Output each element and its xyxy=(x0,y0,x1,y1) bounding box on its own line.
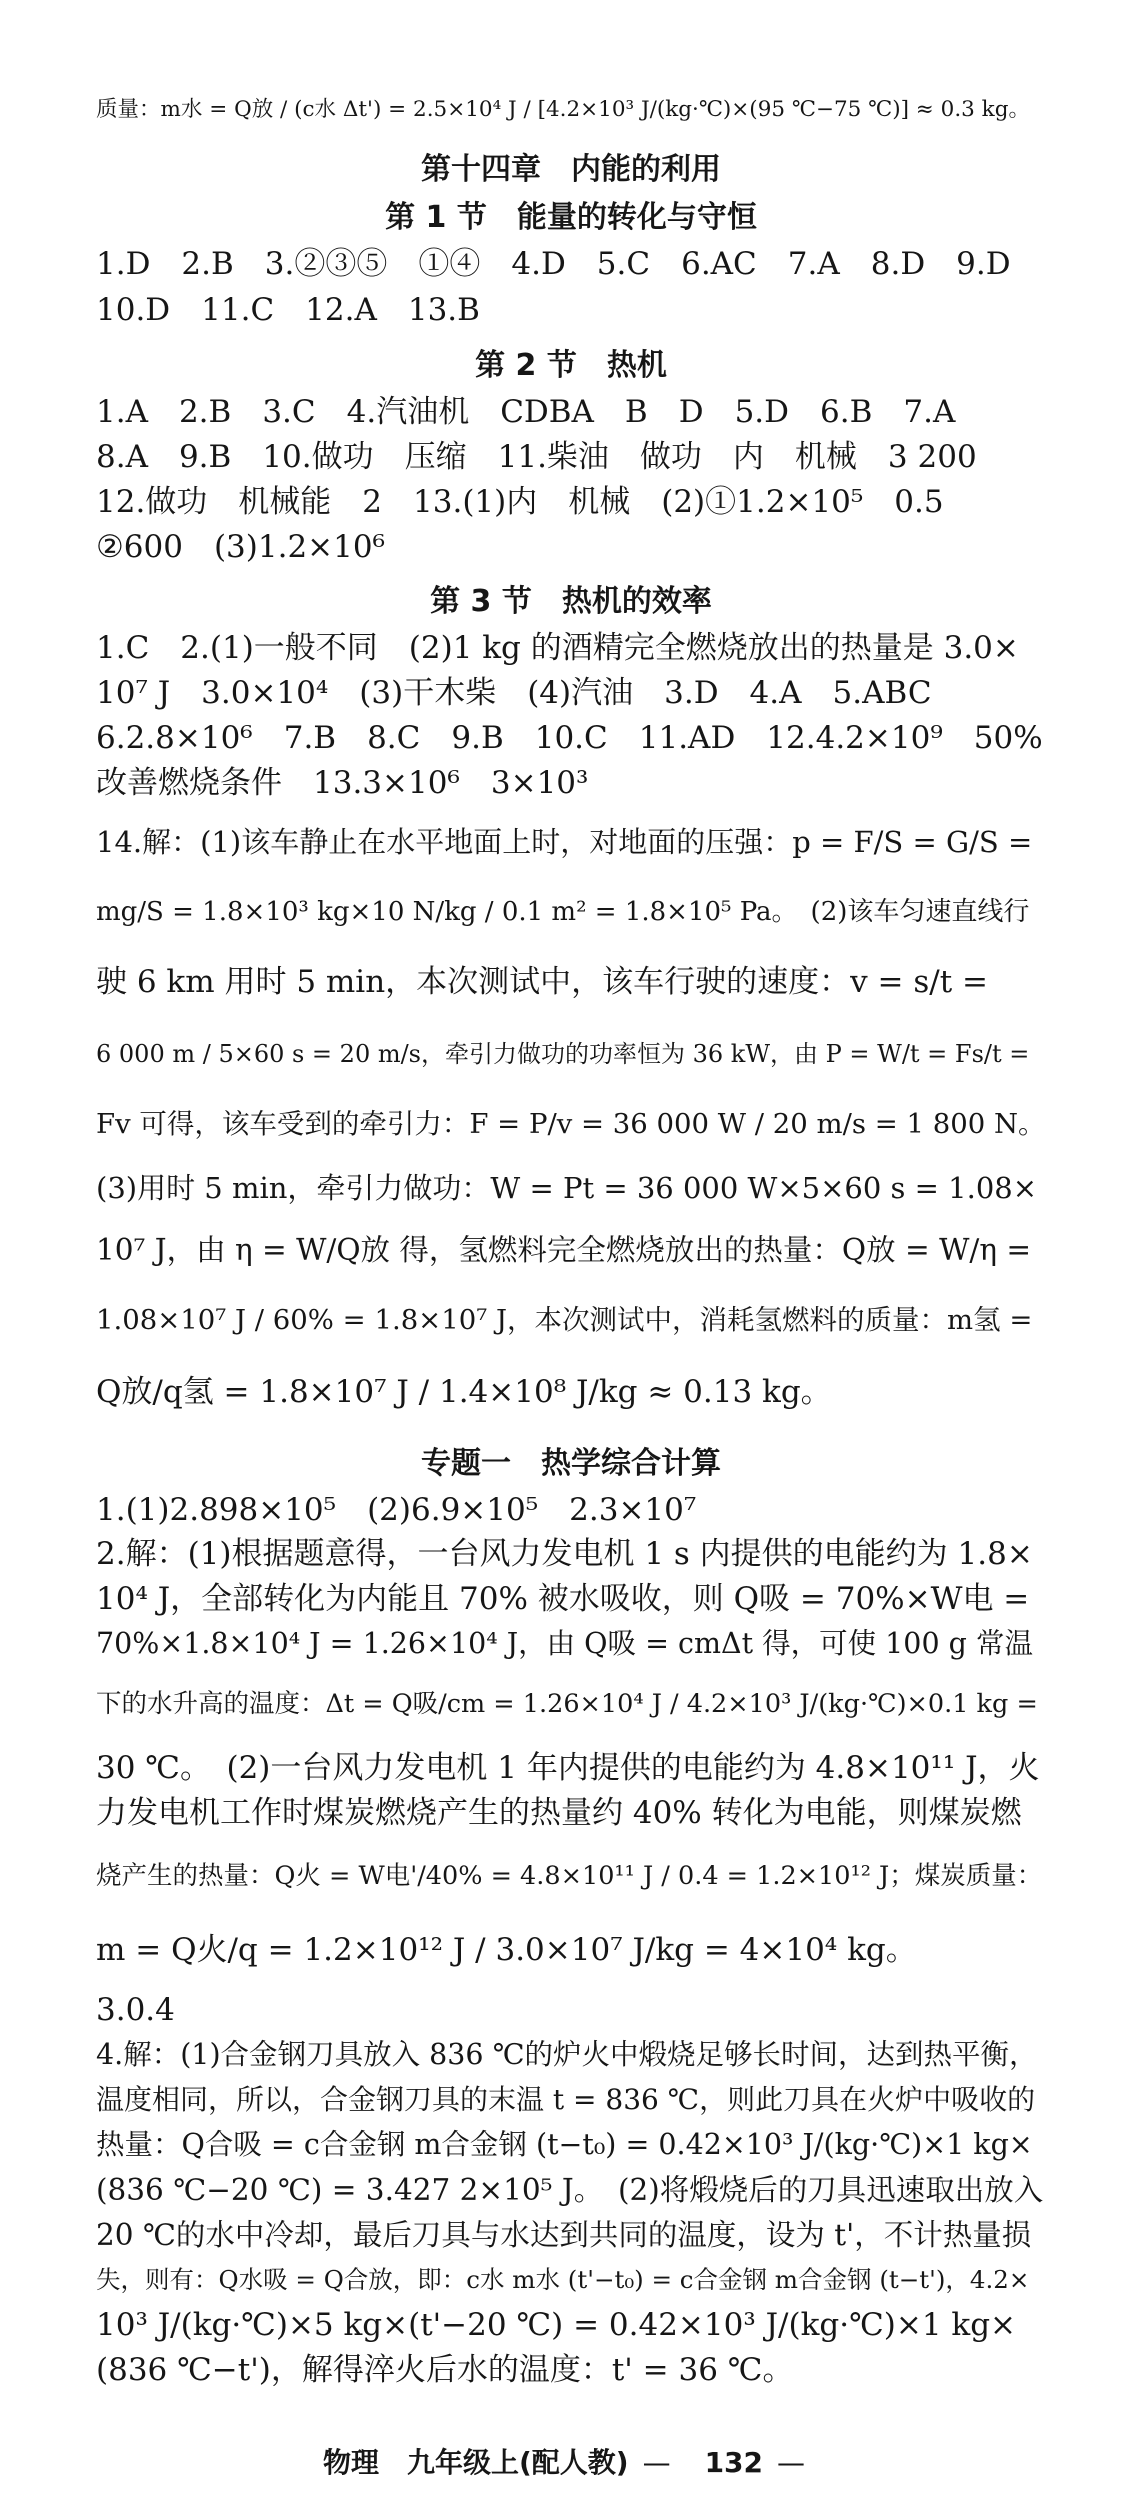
section-3-line-6: mg/S = 1.8×10³ kg×10 N/kg / 0.1 m² = 1.8×10⁵ Pa。 (2)该车匀速直线行 xyxy=(96,897,1030,927)
topic-1-line-4: 70%×1.8×10⁴ J = 1.26×10⁴ J，由 Q吸 = cmΔt 得，可使 100 g 常温 xyxy=(96,1627,1033,1660)
section-3-line-5: 14.解：(1)该车静止在水平地面上时，对地面的压强：p = F/S = G/S = xyxy=(96,825,1033,859)
topic-1-line-10: 3.0.4 xyxy=(96,1992,175,2028)
topic-1-line-16: 失，则有：Q水吸 = Q合放，即：c水 m水 (t'−t₀) = c合金钢 m合金钢 (t−t')，4.2× xyxy=(96,2265,1030,2294)
section-2-line-1: 1.A 2.B 3.C 4.汽油机 CDBA B D 5.D 6.B 7.A xyxy=(96,394,956,430)
section-1-line-2: 10.D 11.C 12.A 13.B xyxy=(96,292,480,328)
section-3-line-12: 1.08×10⁷ J / 60% = 1.8×10⁷ J，本次测试中，消耗氢燃料的质量：m氢 = xyxy=(96,1304,1033,1336)
topic-1-line-18: (836 ℃−t')，解得淬火后水的温度：t' = 36 ℃。 xyxy=(96,2352,794,2388)
section-2-title: 第 2 节 热机 xyxy=(475,348,667,383)
section-3-line-3: 6.2.8×10⁶ 7.B 8.C 9.B 10.C 11.AD 12.4.2×10⁹ 50% xyxy=(96,720,1043,756)
topic-1-line-1: 1.(1)2.898×10⁵ (2)6.9×10⁵ 2.3×10⁷ xyxy=(96,1492,697,1528)
topic-1-line-9: m = Q火/q = 1.2×10¹² J / 3.0×10⁷ J/kg = 4×10⁴ kg。 xyxy=(96,1932,917,1968)
section-3-line-9: Fv 可得，该车受到的牵引力：F = P/v = 36 000 W / 20 m/s = 1 800 N。 xyxy=(96,1108,1046,1140)
section-2-line-2: 8.A 9.B 10.做功 压缩 11.柴油 做功 内 机械 3 200 xyxy=(96,439,977,475)
topic-1-line-15: 20 ℃的水中冷却，最后刀具与水达到共同的温度，设为 t'，不计热量损 xyxy=(96,2218,1032,2252)
topic-1-line-13: 热量：Q合吸 = c合金钢 m合金钢 (t−t₀) = 0.42×10³ J/(kg·℃)×1 kg× xyxy=(96,2128,1033,2161)
section-3-line-11: 10⁷ J，由 η = W/Q放 得，氢燃料完全燃烧放出的热量：Q放 = W/η = xyxy=(96,1233,1032,1267)
section-3-title: 第 3 节 热机的效率 xyxy=(430,584,712,619)
section-3-line-8: 6 000 m / 5×60 s = 20 m/s，牵引力做功的功率恒为 36 kW，由 P = W/t = Fs/t = xyxy=(96,1040,1030,1068)
topic-1-line-17: 10³ J/(kg·℃)×5 kg×(t'−20 ℃) = 0.42×10³ J/(kg·℃)×1 kg× xyxy=(96,2307,1017,2343)
section-3-line-10: (3)用时 5 min，牵引力做功：W = Pt = 36 000 W×5×60 s = 1.08× xyxy=(96,1171,1038,1205)
topic-1-line-2: 2.解：(1)根据题意得，一台风力发电机 1 s 内提供的电能约为 1.8× xyxy=(96,1536,1033,1572)
chapter-title: 第十四章 内能的利用 xyxy=(421,152,721,187)
page-footer: 物理 九年级上(配人教) — 132 — xyxy=(322,2446,806,2479)
topic-1-title: 专题一 热学综合计算 xyxy=(421,1446,721,1481)
section-1-title: 第 1 节 能量的转化与守恒 xyxy=(385,200,757,235)
footer-subject: 物理 九年级上(配人教) xyxy=(322,2446,629,2479)
intro-line-1: 质量：m水 = Q放 / (c水 Δt') = 2.5×10⁴ J / [4.2×10³ J/(kg·℃)×(95 ℃−75 ℃)] ≈ 0.3 kg。 xyxy=(96,97,1030,122)
section-3-line-2: 10⁷ J 3.0×10⁴ (3)干木柴 (4)汽油 3.D 4.A 5.ABC xyxy=(96,675,932,711)
section-3-line-13: Q放/q氢 = 1.8×10⁷ J / 1.4×10⁸ J/kg ≈ 0.13 kg。 xyxy=(96,1374,832,1410)
section-1-line-1: 1.D 2.B 3.②③⑤ ①④ 4.D 5.C 6.AC 7.A 8.D 9.D xyxy=(96,246,1011,282)
section-2-line-3: 12.做功 机械能 2 13.(1)内 机械 (2)①1.2×10⁵ 0.5 xyxy=(96,484,944,520)
page-number: 132 xyxy=(704,2446,764,2479)
section-3-line-1: 1.C 2.(1)一般不同 (2)1 kg 的酒精完全燃烧放出的热量是 3.0× xyxy=(96,630,1019,666)
topic-1-line-12: 温度相同，所以，合金钢刀具的末温 t = 836 ℃，则此刀具在火炉中吸收的 xyxy=(96,2083,1036,2116)
topic-1-line-14: (836 ℃−20 ℃) = 3.427 2×10⁵ J。 (2)将煅烧后的刀具迅速取出放入 xyxy=(96,2173,1044,2207)
section-2-line-4: ②600 (3)1.2×10⁶ xyxy=(96,529,386,565)
section-3-line-7: 驶 6 km 用时 5 min，本次测试中，该车行驶的速度：v = s/t = xyxy=(96,964,989,1000)
topic-1-line-11: 4.解：(1)合金钢刀具放入 836 ℃的炉火中煅烧足够长时间，达到热平衡， xyxy=(96,2038,1038,2071)
section-3-line-4: 改善燃烧条件 13.3×10⁶ 3×10³ xyxy=(96,765,589,801)
topic-1-line-7: 力发电机工作时煤炭燃烧产生的热量约 40% 转化为电能，则煤炭燃 xyxy=(96,1795,1022,1831)
topic-1-line-8: 烧产生的热量：Q火 = W电'/40% = 4.8×10¹¹ J / 0.4 = 1.2×10¹² J；煤炭质量： xyxy=(96,1861,1043,1891)
topic-1-line-5: 下的水升高的温度：Δt = Q吸/cm = 1.26×10⁴ J / 4.2×10³ J/(kg·℃)×0.1 kg = xyxy=(96,1689,1038,1719)
topic-1-line-6: 30 ℃。 (2)一台风力发电机 1 年内提供的电能约为 4.8×10¹¹ J，火 xyxy=(96,1750,1040,1786)
topic-1-line-3: 10⁴ J，全部转化为内能且 70% 被水吸收，则 Q吸 = 70%×W电 = xyxy=(96,1581,1030,1617)
